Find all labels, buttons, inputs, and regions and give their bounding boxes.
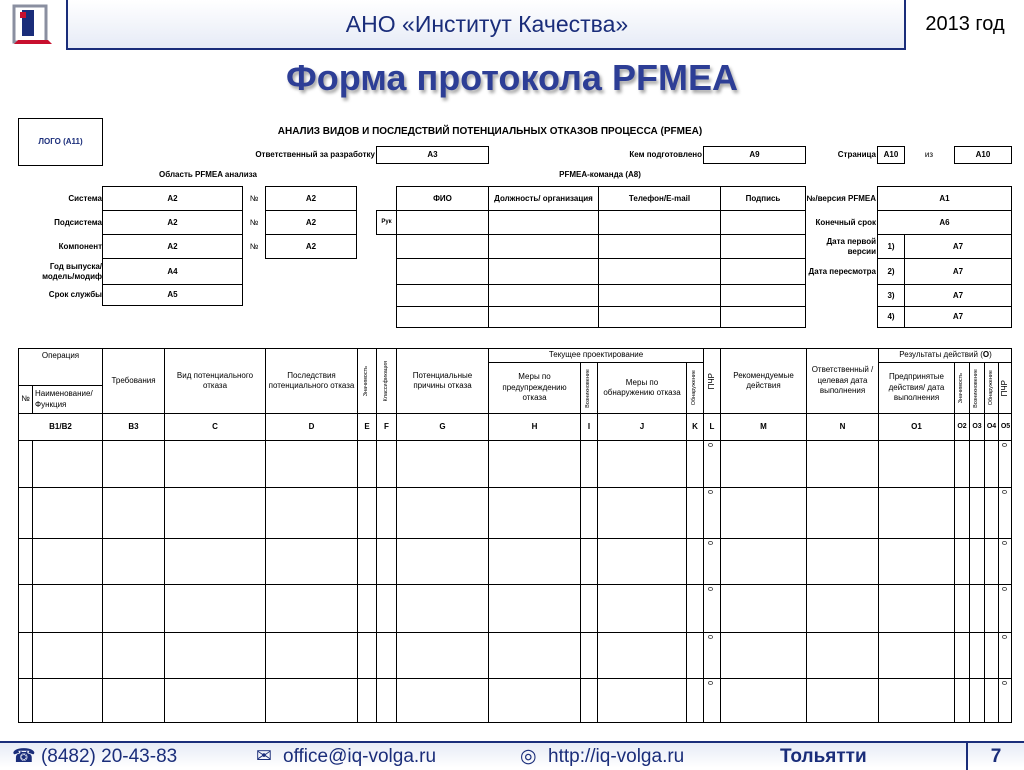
table-cell[interactable] xyxy=(878,538,954,584)
table-cell[interactable] xyxy=(998,538,1012,584)
col-operation-header: Операция xyxy=(18,348,102,385)
col-taken-actions-header: Предпринятые действия/ дата выполнения xyxy=(878,362,954,413)
col-detection-measures-header: Меры по обнаружению отказа xyxy=(597,362,686,413)
team-cell[interactable] xyxy=(720,306,806,328)
service-life-label: Срок службы xyxy=(48,290,102,299)
table-cell[interactable] xyxy=(686,487,703,538)
version-value[interactable]: А1 xyxy=(877,186,1012,211)
col-requirements-header: Требования xyxy=(102,348,164,413)
service-life-value[interactable]: А5 xyxy=(102,284,243,306)
table-cell[interactable] xyxy=(969,678,984,723)
pfmea-table xyxy=(18,348,1012,723)
col-causes-header: Потенциальные причины отказа xyxy=(396,348,488,413)
table-cell[interactable] xyxy=(396,632,488,678)
table-cell[interactable] xyxy=(703,487,720,538)
revision-date[interactable]: А7 xyxy=(904,284,1012,307)
table-cell[interactable] xyxy=(164,678,265,723)
col-res-occurrence-header: Возникновение xyxy=(969,362,984,413)
table-cell[interactable] xyxy=(954,678,969,723)
table-cell[interactable] xyxy=(265,440,357,487)
table-cell[interactable] xyxy=(998,584,1012,632)
table-cell[interactable] xyxy=(488,584,580,632)
table-cell[interactable] xyxy=(969,538,984,584)
subsystem-no-value[interactable]: А2 xyxy=(265,210,357,235)
table-cell[interactable] xyxy=(597,487,686,538)
table-cell[interactable] xyxy=(357,678,376,723)
code-cell: O4 xyxy=(984,413,998,440)
version-label: №/версия PFMEA xyxy=(806,194,876,203)
table-cell[interactable] xyxy=(32,440,102,487)
code-cell: O2 xyxy=(954,413,969,440)
table-cell[interactable] xyxy=(998,632,1012,678)
col-failure-mode-header: Вид потенциального отказа xyxy=(164,348,265,413)
table-cell[interactable] xyxy=(32,487,102,538)
table-cell[interactable] xyxy=(265,678,357,723)
analysis-title: АНАЛИЗ ВИДОВ И ПОСЛЕДСТВИЙ ПОТЕНЦИАЛЬНЫХ ОТКАЗОВ ПРОЦЕССА (PFMEA) xyxy=(277,125,703,137)
code-cell: N xyxy=(806,413,878,440)
table-cell[interactable] xyxy=(984,440,998,487)
of-value[interactable]: А10 xyxy=(954,146,1012,164)
table-cell[interactable] xyxy=(357,538,376,584)
subsystem-no-label: № xyxy=(249,218,259,227)
deadline-label: Конечный срок xyxy=(815,218,876,227)
team-phone-header: Телефон/E-mail xyxy=(598,186,721,211)
system-value[interactable]: А2 xyxy=(102,186,243,211)
revision-label: Дата пересмотра xyxy=(808,267,876,276)
table-cell[interactable] xyxy=(396,538,488,584)
code-cell: E xyxy=(357,413,376,440)
table-cell[interactable] xyxy=(984,538,998,584)
revision-number: 3) xyxy=(877,284,905,307)
table-cell[interactable] xyxy=(32,632,102,678)
team-cell[interactable] xyxy=(396,210,489,235)
page-label: Страница xyxy=(837,150,876,159)
table-cell[interactable] xyxy=(806,538,878,584)
footer-url[interactable]: http://iq-volga.ru xyxy=(548,746,685,767)
rpn-value: 0 xyxy=(1001,587,1009,591)
prepared-label: Кем подготовлено xyxy=(629,150,702,159)
revision-number: 1) xyxy=(877,234,905,259)
rpn-value: 0 xyxy=(1001,681,1009,685)
code-cell: В3 xyxy=(102,413,164,440)
table-cell[interactable] xyxy=(580,632,597,678)
results-header: Результаты действий ( О ) xyxy=(878,348,1012,362)
component-no-label: № xyxy=(249,242,259,251)
table-cell[interactable] xyxy=(580,678,597,723)
table-cell[interactable] xyxy=(984,487,998,538)
responsible-value[interactable]: А3 xyxy=(376,146,489,164)
subsystem-label: Подсистема xyxy=(54,218,102,227)
institute-logo-icon xyxy=(0,0,68,50)
table-cell[interactable] xyxy=(102,538,164,584)
table-cell[interactable] xyxy=(806,584,878,632)
table-cell[interactable] xyxy=(102,584,164,632)
team-cell[interactable] xyxy=(598,284,721,307)
table-cell[interactable] xyxy=(984,584,998,632)
table-cell[interactable] xyxy=(164,440,265,487)
table-cell[interactable] xyxy=(954,487,969,538)
team-cell[interactable] xyxy=(720,234,806,259)
col-num-header: № xyxy=(18,385,32,413)
table-cell[interactable] xyxy=(376,584,396,632)
table-cell[interactable] xyxy=(969,487,984,538)
rpn-value: 0 xyxy=(708,490,716,494)
team-cell[interactable] xyxy=(396,306,489,328)
table-cell[interactable] xyxy=(376,440,396,487)
table-cell[interactable] xyxy=(164,538,265,584)
team-cell[interactable] xyxy=(488,258,599,285)
table-cell[interactable] xyxy=(686,632,703,678)
col-name-function-header: Наименование/ Функция xyxy=(32,385,102,413)
responsible-label: Ответственный за разработку xyxy=(255,150,375,159)
table-cell[interactable] xyxy=(703,440,720,487)
system-no-value[interactable]: А2 xyxy=(265,186,357,211)
table-cell[interactable] xyxy=(686,440,703,487)
code-cell: O5 xyxy=(998,413,1012,440)
table-cell[interactable] xyxy=(18,584,32,632)
table-cell[interactable] xyxy=(969,584,984,632)
col-prevention-header: Меры по предупреждению отказа xyxy=(488,362,580,413)
team-position-header: Должность/ организация xyxy=(488,186,599,211)
team-cell[interactable] xyxy=(488,234,599,259)
organization-name: АНО «Институт Качества» xyxy=(345,11,629,37)
col-res-severity-header: Значимость xyxy=(954,362,969,413)
table-cell[interactable] xyxy=(376,632,396,678)
rpn-value: 0 xyxy=(708,541,716,545)
table-cell[interactable] xyxy=(18,538,32,584)
rpn-value: 0 xyxy=(708,443,716,447)
email-icon: ✉ xyxy=(256,746,272,767)
revision-date[interactable]: А7 xyxy=(904,306,1012,328)
table-cell[interactable] xyxy=(969,440,984,487)
table-cell[interactable] xyxy=(357,632,376,678)
table-cell[interactable] xyxy=(954,584,969,632)
page-value[interactable]: А10 xyxy=(877,146,905,164)
deadline-value[interactable]: А6 xyxy=(877,210,1012,235)
page-title: Форма протокола PFMEA xyxy=(286,57,738,98)
rpn-value: 0 xyxy=(708,587,716,591)
table-cell[interactable] xyxy=(396,440,488,487)
team-cell[interactable] xyxy=(598,258,721,285)
prepared-value[interactable]: А9 xyxy=(703,146,806,164)
team-lead-label: Рук xyxy=(376,210,397,235)
table-cell[interactable] xyxy=(720,632,806,678)
footer-city: Тольятти xyxy=(780,746,867,767)
table-cell[interactable] xyxy=(18,632,32,678)
code-cell: D xyxy=(265,413,357,440)
table-cell[interactable] xyxy=(164,487,265,538)
team-cell[interactable] xyxy=(720,210,806,235)
table-cell[interactable] xyxy=(998,487,1012,538)
table-cell[interactable] xyxy=(396,584,488,632)
table-cell[interactable] xyxy=(806,487,878,538)
col-recommended-header: Рекомендуемые действия xyxy=(720,348,806,413)
table-cell[interactable] xyxy=(597,440,686,487)
table-cell[interactable] xyxy=(18,678,32,723)
table-cell[interactable] xyxy=(806,440,878,487)
table-cell[interactable] xyxy=(376,678,396,723)
team-cell[interactable] xyxy=(720,284,806,307)
col-occurrence-header: Возникновение xyxy=(580,362,597,413)
table-cell[interactable] xyxy=(488,632,580,678)
code-cell: K xyxy=(686,413,703,440)
team-cell[interactable] xyxy=(488,306,599,328)
table-cell[interactable] xyxy=(265,487,357,538)
table-cell[interactable] xyxy=(878,584,954,632)
revision-number: 2) xyxy=(877,258,905,285)
table-cell[interactable] xyxy=(720,538,806,584)
table-cell[interactable] xyxy=(376,538,396,584)
table-cell[interactable] xyxy=(18,440,32,487)
table-cell[interactable] xyxy=(376,487,396,538)
table-cell[interactable] xyxy=(488,440,580,487)
table-cell[interactable] xyxy=(878,440,954,487)
team-fio-header: ФИО xyxy=(396,186,489,211)
table-cell[interactable] xyxy=(357,584,376,632)
team-cell[interactable] xyxy=(598,234,721,259)
col-classification-header: Классификация xyxy=(376,348,396,413)
component-value[interactable]: А2 xyxy=(102,234,243,259)
team-cell[interactable] xyxy=(488,284,599,307)
table-cell[interactable] xyxy=(265,538,357,584)
col-responsible-header: Ответственный / целевая дата выполнения xyxy=(806,348,878,413)
code-cell: O1 xyxy=(878,413,954,440)
scope-label: Область PFMEA анализа xyxy=(159,170,257,179)
table-cell[interactable] xyxy=(969,632,984,678)
table-cell[interactable] xyxy=(720,584,806,632)
table-cell[interactable] xyxy=(396,678,488,723)
table-cell[interactable] xyxy=(102,632,164,678)
table-cell[interactable] xyxy=(357,487,376,538)
team-label: PFMEA-команда (А8) xyxy=(559,170,641,179)
logo xyxy=(0,0,68,50)
code-cell: F xyxy=(376,413,396,440)
rpn-value: 0 xyxy=(1001,490,1009,494)
code-cell: J xyxy=(597,413,686,440)
table-cell[interactable] xyxy=(597,538,686,584)
table-cell[interactable] xyxy=(954,632,969,678)
table-cell[interactable] xyxy=(32,538,102,584)
table-cell[interactable] xyxy=(806,632,878,678)
footer-email[interactable]: office@iq-volga.ru xyxy=(283,746,437,767)
table-cell[interactable] xyxy=(102,487,164,538)
revision-date[interactable]: А7 xyxy=(904,234,1012,259)
table-cell[interactable] xyxy=(720,678,806,723)
team-cell[interactable] xyxy=(598,210,721,235)
subsystem-value[interactable]: А2 xyxy=(102,210,243,235)
col-res-detection-header: Обнаружение xyxy=(984,362,998,413)
table-cell[interactable] xyxy=(164,584,265,632)
table-cell[interactable] xyxy=(720,440,806,487)
code-cell: В1/В2 xyxy=(18,413,102,440)
table-cell[interactable] xyxy=(357,440,376,487)
table-cell[interactable] xyxy=(878,678,954,723)
table-cell[interactable] xyxy=(580,440,597,487)
table-cell[interactable] xyxy=(686,584,703,632)
year-label: 2013 год xyxy=(904,0,1024,50)
component-label: Компонент xyxy=(58,242,102,251)
col-severity-header: Значимость xyxy=(357,348,376,413)
system-label: Система xyxy=(68,194,102,203)
table-cell[interactable] xyxy=(164,632,265,678)
revision-date[interactable]: А7 xyxy=(904,258,1012,285)
revision-number: 4) xyxy=(877,306,905,328)
table-cell[interactable] xyxy=(984,632,998,678)
globe-icon: ◎ xyxy=(520,746,537,767)
table-cell[interactable] xyxy=(998,440,1012,487)
page-number: 7 xyxy=(966,743,1024,770)
component-no-value[interactable]: А2 xyxy=(265,234,357,259)
table-cell[interactable] xyxy=(806,678,878,723)
current-design-header: Текущее проектирование xyxy=(488,348,703,362)
table-cell[interactable] xyxy=(488,487,580,538)
table-cell[interactable] xyxy=(686,678,703,723)
rpn-value: 0 xyxy=(708,681,716,685)
rpn-value: 0 xyxy=(708,635,716,639)
table-cell[interactable] xyxy=(488,678,580,723)
col-rpn-header: ПЧР xyxy=(703,348,720,413)
table-cell[interactable] xyxy=(703,632,720,678)
table-cell[interactable] xyxy=(488,538,580,584)
first-version-label: Дата первой версии xyxy=(826,237,876,256)
code-cell: I xyxy=(580,413,597,440)
of-label: из xyxy=(924,150,934,159)
table-cell[interactable] xyxy=(954,538,969,584)
table-cell[interactable] xyxy=(878,632,954,678)
footer-bar xyxy=(0,741,1024,768)
rpn-value: 0 xyxy=(1001,443,1009,447)
rpn-value: 0 xyxy=(1001,541,1009,545)
col-detection-header: Обнаружение xyxy=(686,362,703,413)
team-cell[interactable] xyxy=(396,258,489,285)
col-failure-effects-header: Последствия потенциального отказа xyxy=(265,348,357,413)
rpn-value: 0 xyxy=(1001,635,1009,639)
code-cell: H xyxy=(488,413,580,440)
table-cell[interactable] xyxy=(720,487,806,538)
table-cell[interactable] xyxy=(18,487,32,538)
code-cell: G xyxy=(396,413,488,440)
table-cell[interactable] xyxy=(102,440,164,487)
col-res-rpn-header: ПЧР xyxy=(998,362,1012,413)
code-cell: O3 xyxy=(969,413,984,440)
logo-placeholder: ЛОГО (А11) xyxy=(18,118,103,166)
table-cell[interactable] xyxy=(998,678,1012,723)
year-model-value[interactable]: А4 xyxy=(102,258,243,285)
table-cell[interactable] xyxy=(984,678,998,723)
table-cell[interactable] xyxy=(580,584,597,632)
table-cell[interactable] xyxy=(686,538,703,584)
team-cell[interactable] xyxy=(396,234,489,259)
table-cell[interactable] xyxy=(396,487,488,538)
header-bar xyxy=(0,0,1024,50)
team-cell[interactable] xyxy=(396,284,489,307)
team-cell[interactable] xyxy=(598,306,721,328)
team-sign-header: Подпись xyxy=(720,186,806,211)
table-cell[interactable] xyxy=(265,584,357,632)
table-cell[interactable] xyxy=(597,632,686,678)
footer-phone: ☎ (8482) 20-43-83 xyxy=(12,746,178,767)
table-cell[interactable] xyxy=(703,538,720,584)
table-cell[interactable] xyxy=(597,678,686,723)
table-cell[interactable] xyxy=(597,584,686,632)
table-cell[interactable] xyxy=(580,538,597,584)
table-cell[interactable] xyxy=(32,584,102,632)
code-cell: M xyxy=(720,413,806,440)
table-cell[interactable] xyxy=(703,678,720,723)
team-cell[interactable] xyxy=(488,210,599,235)
table-cell[interactable] xyxy=(265,632,357,678)
table-cell[interactable] xyxy=(580,487,597,538)
table-cell[interactable] xyxy=(703,584,720,632)
code-cell: C xyxy=(164,413,265,440)
system-no-label: № xyxy=(249,194,259,203)
table-cell[interactable] xyxy=(102,678,164,723)
table-cell[interactable] xyxy=(954,440,969,487)
table-cell[interactable] xyxy=(32,678,102,723)
year-model-label: Год выпуска/ модель/модиф xyxy=(42,262,102,281)
team-cell[interactable] xyxy=(720,258,806,285)
table-cell[interactable] xyxy=(878,487,954,538)
code-cell: L xyxy=(703,413,720,440)
